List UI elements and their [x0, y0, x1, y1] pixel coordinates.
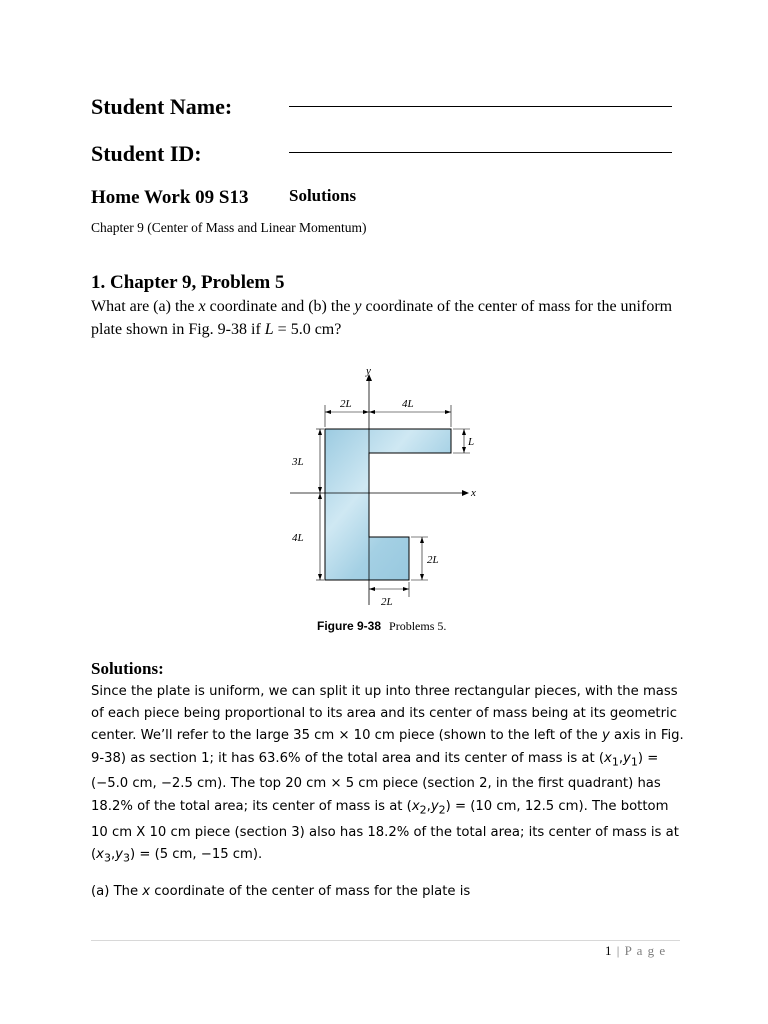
- dim-right-2L: 2L: [427, 554, 439, 566]
- dim-top-left: 2L: [340, 398, 352, 410]
- dim-left-3L: 3L: [292, 456, 304, 468]
- chapter-line: Chapter 9 (Center of Mass and Linear Momentum): [91, 220, 367, 235]
- plate-figure: [280, 365, 490, 615]
- student-name-blank: [289, 106, 672, 107]
- student-id-blank: [289, 152, 672, 153]
- problem-statement: What are (a) the x coordinate and (b) the y coordinate of the center of mass for the uniform plate shown in Fig. 9-38 if L = 5.0 cm?: [91, 298, 673, 338]
- dim-top-right: 4L: [402, 398, 414, 410]
- dim-left-4L: 4L: [292, 532, 304, 544]
- dim-right-L: L: [468, 436, 475, 448]
- y-axis-label: y: [366, 365, 371, 377]
- homework-title: Home Work 09 S13: [91, 187, 249, 208]
- page-footer: 1 | P a g e: [605, 943, 667, 958]
- solution-part-a: (a) The x coordinate of the center of mass for the plate is: [91, 884, 471, 899]
- dim-bottom-2L: 2L: [381, 596, 393, 608]
- solution-paragraph: Since the plate is uniform, we can split it up into three rectangular pieces, with the mass of each piece being proportional to its area and its center of mass being at its geometric center. We’ll refer to the large 35 cm × 10 cm piece (shown to the left of the y axis in Fig. 9-38) as section 1; it has 63.6% of the total area and its center of mass is at $(x_1,y_1) = (-5.0$ cm, −2.5 cm). The top 20 cm × 5 cm piece (section 2, in the first quadrant) has 18.2% of the total area; its center of mass is at $(x_2,y_2) = (10$ cm, 12.5 cm). The bottom 10 cm X 10 cm piece (section 3) also has 18.2% of the total area; its center of mass is at $(x_3,y_3) = (5$ cm, −15 cm).: [91, 684, 684, 865]
- student-name-label: Student Name:: [91, 94, 233, 119]
- figure-caption: Figure 9-38 Problems 5.: [317, 619, 447, 633]
- problem-title: 1. Chapter 9, Problem 5: [91, 272, 285, 293]
- solutions-label: Solutions: [289, 186, 357, 205]
- student-id-label: Student ID:: [91, 141, 202, 166]
- footer-divider: [91, 940, 680, 941]
- x-axis-label: x: [471, 487, 476, 499]
- solutions-heading: Solutions:: [91, 659, 164, 678]
